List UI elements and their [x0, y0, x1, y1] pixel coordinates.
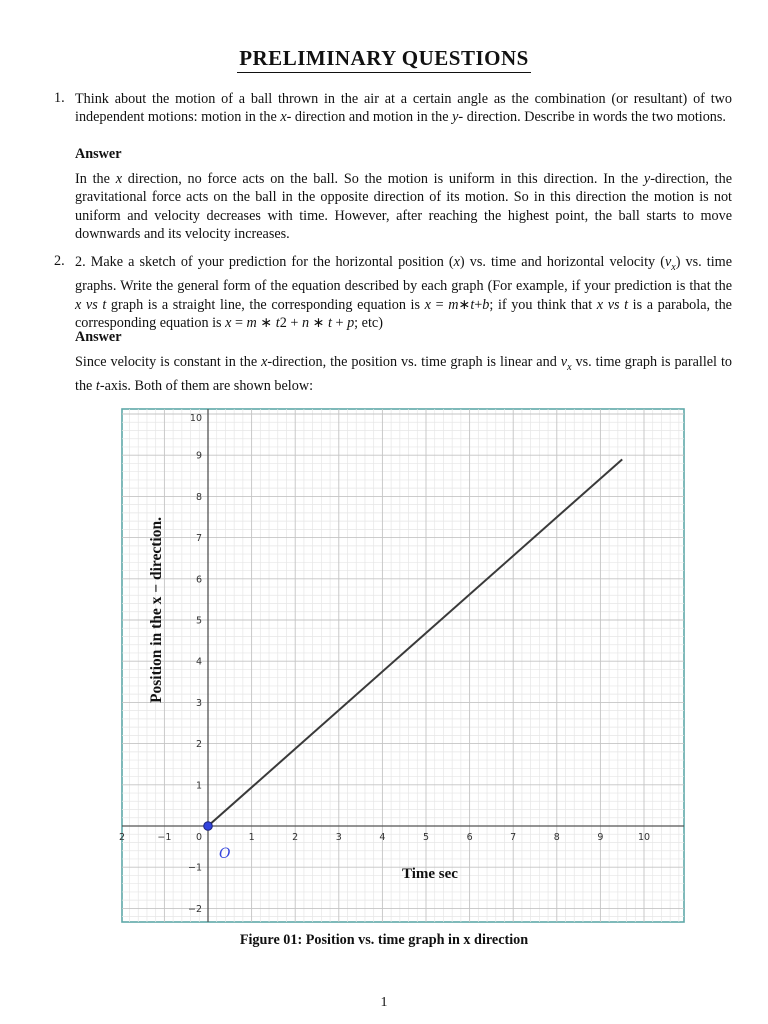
q1-answer-label: Answer: [75, 146, 122, 162]
x-tick-label: 8: [553, 832, 560, 843]
y-tick-label: 9: [195, 450, 202, 462]
x-tick-label: −1: [157, 832, 172, 843]
origin-point: [204, 822, 213, 831]
y-tick-label: 2: [195, 739, 202, 751]
plot-frame: [122, 409, 684, 922]
x-tick-label: 0: [195, 832, 203, 843]
y-tick-label: 5: [195, 615, 202, 627]
page-number: 1: [380, 995, 388, 1010]
page-title: PRELIMINARY QUESTIONS: [0, 46, 768, 71]
q2-answer: Since velocity is constant in the x-direction, the position vs. time graph is linear and $v_x$ vs. time graph is parallel to the t-axis. Both of them are shown below:: [75, 354, 732, 395]
q2-number: 2.: [54, 253, 65, 269]
y-tick-label: −2: [187, 903, 202, 915]
q2-text: 2. Make a sketch of your prediction for the horizontal position (x) vs. time and horizontal velocity $(v_x)$ vs. time graphs. Write the general form of the equation described by each graph (For example, if your prediction is that the x vs t graph is a straight line, the corresponding equation is x = m∗t+b; if you think that x vs t is a parabola, the corresponding equation is x = m ∗ t2 + n ∗ t + p; etc): [75, 254, 733, 332]
q1-number: 1.: [54, 90, 65, 106]
x-tick-label: 1: [248, 832, 255, 843]
y-tick-label: 1: [195, 780, 202, 792]
x-tick-label: 6: [466, 832, 473, 843]
x-axis-label: Time sec: [402, 866, 458, 882]
origin-label: O: [219, 846, 231, 862]
q2-answer-label: Answer: [75, 329, 122, 345]
y-tick-label: 3: [195, 697, 202, 709]
y-tick-label: 6: [195, 574, 202, 586]
y-axis-label: Position in the x − direction.: [148, 517, 165, 703]
x-tick-label: 7: [510, 832, 517, 843]
q1-answer: In the x direction, no force acts on the ball. So the motion is uniform in this direction. In the y-direction, the gravitational force acts on the ball in the opposite direction of its motion. So in this direction the motion is not uniform and velocity decreases with time. However, after reaching the highest point, the ball starts to move downwards and its velocity increases.: [75, 171, 733, 243]
x-tick-label: 3: [335, 832, 342, 843]
x-tick-label: 2: [292, 832, 299, 843]
y-tick-label: 7: [195, 533, 202, 545]
y-tick-label: 10: [189, 413, 202, 424]
y-tick-label: 8: [195, 491, 202, 503]
x-tick-label: 10: [637, 832, 651, 843]
q1-text: Think about the motion of a ball thrown in the air at a certain angle as the combination (or resultant) of two independent motions: motion in the x- direction and motion in the y- direction. Describe in words the two motions.: [75, 91, 732, 126]
y-tick-label: −1: [187, 862, 202, 874]
x-tick-label: 9: [597, 832, 604, 843]
x-tick-label: 4: [379, 832, 386, 843]
x-tick-label: 2: [118, 832, 126, 843]
figure-caption: Figure 01: Position vs. time graph in x direction: [239, 932, 529, 948]
y-tick-label: 4: [195, 656, 202, 668]
x-tick-label: 5: [422, 832, 430, 843]
